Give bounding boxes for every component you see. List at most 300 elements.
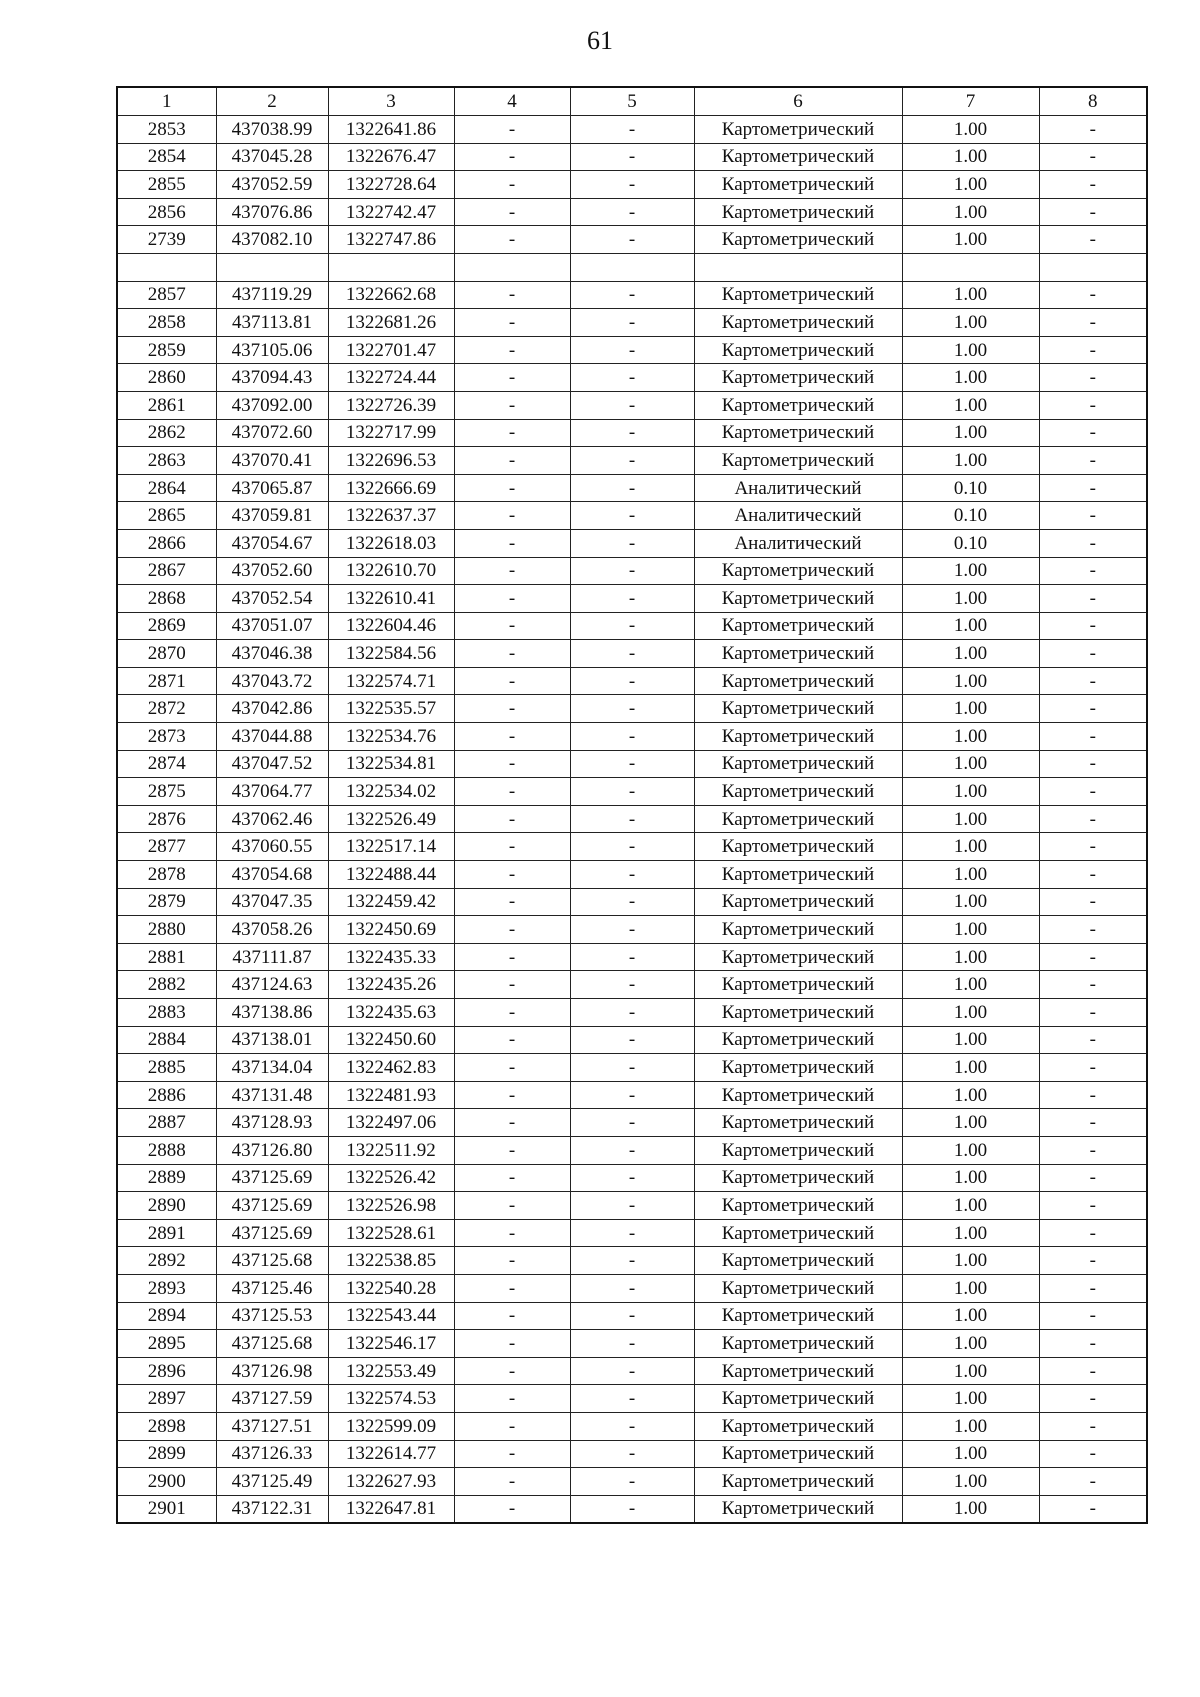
table-cell: 1322666.69 bbox=[328, 474, 454, 502]
table-row bbox=[117, 916, 1147, 944]
table-cell: 1.00 bbox=[902, 1026, 1039, 1054]
table-cell: 1.00 bbox=[902, 1081, 1039, 1109]
table-cell: 437052.54 bbox=[216, 585, 328, 613]
table-cell: - bbox=[454, 999, 570, 1027]
table-row bbox=[117, 1274, 1147, 1302]
table-cell: 437052.59 bbox=[216, 171, 328, 199]
table-cell: 437127.59 bbox=[216, 1385, 328, 1413]
table-cell: Картометрический bbox=[694, 447, 902, 475]
table-cell bbox=[117, 253, 216, 281]
table-cell: - bbox=[570, 226, 694, 254]
table-cell: - bbox=[454, 529, 570, 557]
table-cell: - bbox=[570, 805, 694, 833]
table-cell: Картометрический bbox=[694, 1054, 902, 1082]
table-row bbox=[117, 1495, 1147, 1523]
table-cell: - bbox=[454, 640, 570, 668]
table-cell: 1322488.44 bbox=[328, 861, 454, 889]
table-row bbox=[117, 1026, 1147, 1054]
table-cell: 2881 bbox=[117, 943, 216, 971]
table-cell: - bbox=[570, 1026, 694, 1054]
table-cell: - bbox=[570, 888, 694, 916]
table-cell: 2893 bbox=[117, 1274, 216, 1302]
table-cell: - bbox=[570, 419, 694, 447]
table-cell: 1.00 bbox=[902, 1440, 1039, 1468]
table-cell: - bbox=[1039, 391, 1147, 419]
table-cell: - bbox=[454, 447, 570, 475]
table-cell: 2853 bbox=[117, 116, 216, 144]
table-cell: - bbox=[454, 143, 570, 171]
table-cell: 1.00 bbox=[902, 805, 1039, 833]
table-cell: Картометрический bbox=[694, 971, 902, 999]
table-cell: 1322637.37 bbox=[328, 502, 454, 530]
table-cell: 437062.46 bbox=[216, 805, 328, 833]
table-cell: 1.00 bbox=[902, 1136, 1039, 1164]
table-cell: 1322574.71 bbox=[328, 667, 454, 695]
table-cell: 1.00 bbox=[902, 888, 1039, 916]
table-cell: 2899 bbox=[117, 1440, 216, 1468]
table-cell: - bbox=[570, 1192, 694, 1220]
table-cell: Картометрический bbox=[694, 1274, 902, 1302]
table-cell: 437113.81 bbox=[216, 309, 328, 337]
table-cell bbox=[902, 253, 1039, 281]
table-row bbox=[117, 391, 1147, 419]
table-cell: - bbox=[1039, 364, 1147, 392]
table-cell: 1.00 bbox=[902, 447, 1039, 475]
table-cell: - bbox=[570, 1247, 694, 1275]
table-cell: 437126.33 bbox=[216, 1440, 328, 1468]
table-cell: - bbox=[1039, 1247, 1147, 1275]
table-cell: - bbox=[454, 1026, 570, 1054]
table-row bbox=[117, 226, 1147, 254]
table-cell: - bbox=[1039, 143, 1147, 171]
table-cell: 1322517.14 bbox=[328, 833, 454, 861]
table-cell: Картометрический bbox=[694, 833, 902, 861]
table-cell: - bbox=[1039, 529, 1147, 557]
table-cell: - bbox=[454, 557, 570, 585]
table-cell: Картометрический bbox=[694, 1109, 902, 1137]
table-cell: 2877 bbox=[117, 833, 216, 861]
table-cell: 437125.68 bbox=[216, 1330, 328, 1358]
table-cell: 2885 bbox=[117, 1054, 216, 1082]
table-cell: 1322599.09 bbox=[328, 1412, 454, 1440]
table-cell: Картометрический bbox=[694, 1026, 902, 1054]
table-cell: 437042.86 bbox=[216, 695, 328, 723]
table-row bbox=[117, 1440, 1147, 1468]
table-cell: 2871 bbox=[117, 667, 216, 695]
table-cell: Картометрический bbox=[694, 557, 902, 585]
table-cell: 1322717.99 bbox=[328, 419, 454, 447]
table-row bbox=[117, 778, 1147, 806]
table-cell: 2867 bbox=[117, 557, 216, 585]
table-cell: - bbox=[454, 750, 570, 778]
table-cell: 437105.06 bbox=[216, 336, 328, 364]
table-cell: 2887 bbox=[117, 1109, 216, 1137]
table-cell: 2883 bbox=[117, 999, 216, 1027]
table-cell: 437125.69 bbox=[216, 1219, 328, 1247]
table-cell: 1.00 bbox=[902, 750, 1039, 778]
table-cell: 1322676.47 bbox=[328, 143, 454, 171]
table-cell: 437138.86 bbox=[216, 999, 328, 1027]
table-cell: - bbox=[1039, 419, 1147, 447]
table-cell: - bbox=[570, 116, 694, 144]
table-cell: 437126.80 bbox=[216, 1136, 328, 1164]
table-cell: 2895 bbox=[117, 1330, 216, 1358]
table-cell: Картометрический bbox=[694, 943, 902, 971]
table-cell: - bbox=[454, 971, 570, 999]
table-cell: - bbox=[570, 171, 694, 199]
table-cell: 1322435.63 bbox=[328, 999, 454, 1027]
table-cell: 1.00 bbox=[902, 281, 1039, 309]
table-cell: - bbox=[1039, 640, 1147, 668]
table-cell: Картометрический bbox=[694, 1081, 902, 1109]
table-cell: 1.00 bbox=[902, 364, 1039, 392]
table-cell: 1.00 bbox=[902, 143, 1039, 171]
table-cell: - bbox=[570, 336, 694, 364]
table-cell: Картометрический bbox=[694, 198, 902, 226]
table-cell: 1322511.92 bbox=[328, 1136, 454, 1164]
table-cell: - bbox=[454, 502, 570, 530]
column-header: 4 bbox=[454, 87, 570, 116]
table-cell: - bbox=[570, 143, 694, 171]
table-cell: 437038.99 bbox=[216, 116, 328, 144]
table-cell: - bbox=[454, 723, 570, 751]
table-cell: - bbox=[454, 1468, 570, 1496]
table-cell: 1322497.06 bbox=[328, 1109, 454, 1137]
table-cell: 437060.55 bbox=[216, 833, 328, 861]
table-cell: 2869 bbox=[117, 612, 216, 640]
table-cell: 2858 bbox=[117, 309, 216, 337]
table-cell: - bbox=[454, 336, 570, 364]
table-cell: - bbox=[1039, 1330, 1147, 1358]
table-cell: - bbox=[454, 364, 570, 392]
table-cell: - bbox=[1039, 916, 1147, 944]
table-row bbox=[117, 1136, 1147, 1164]
table-cell: 0.10 bbox=[902, 474, 1039, 502]
table-cell: Картометрический bbox=[694, 1330, 902, 1358]
table-cell: - bbox=[1039, 667, 1147, 695]
table-cell: 2872 bbox=[117, 695, 216, 723]
table-cell: - bbox=[454, 1302, 570, 1330]
table-cell: Картометрический bbox=[694, 1385, 902, 1413]
table-cell: Картометрический bbox=[694, 1468, 902, 1496]
table-row bbox=[117, 1164, 1147, 1192]
table-cell: 1322450.69 bbox=[328, 916, 454, 944]
table-cell: 2864 bbox=[117, 474, 216, 502]
table-cell: Картометрический bbox=[694, 612, 902, 640]
table-cell: 2897 bbox=[117, 1385, 216, 1413]
table-cell: - bbox=[570, 667, 694, 695]
table-cell: - bbox=[454, 916, 570, 944]
table-cell: - bbox=[454, 778, 570, 806]
table-cell: - bbox=[570, 1136, 694, 1164]
table-cell: Картометрический bbox=[694, 1302, 902, 1330]
table-row bbox=[117, 1385, 1147, 1413]
table-cell: - bbox=[1039, 805, 1147, 833]
table-cell: 1322535.57 bbox=[328, 695, 454, 723]
table-cell: 1322435.33 bbox=[328, 943, 454, 971]
table-cell: - bbox=[570, 1495, 694, 1523]
table-cell: 1322701.47 bbox=[328, 336, 454, 364]
table-cell: - bbox=[454, 391, 570, 419]
table-row bbox=[117, 943, 1147, 971]
table-cell: 2888 bbox=[117, 1136, 216, 1164]
table-cell: 1322553.49 bbox=[328, 1357, 454, 1385]
table-cell: Картометрический bbox=[694, 336, 902, 364]
table-cell: - bbox=[454, 888, 570, 916]
table-cell: Картометрический bbox=[694, 750, 902, 778]
table-row bbox=[117, 419, 1147, 447]
table-cell: - bbox=[570, 833, 694, 861]
table-cell: 437128.93 bbox=[216, 1109, 328, 1137]
table-cell: - bbox=[570, 943, 694, 971]
table-row bbox=[117, 1192, 1147, 1220]
table-cell: - bbox=[454, 1081, 570, 1109]
table-row bbox=[117, 116, 1147, 144]
table-cell: 1.00 bbox=[902, 1330, 1039, 1358]
table-cell: 1.00 bbox=[902, 1109, 1039, 1137]
table-cell: 1.00 bbox=[902, 1054, 1039, 1082]
table-cell: - bbox=[1039, 971, 1147, 999]
table-cell: 1.00 bbox=[902, 226, 1039, 254]
table-cell: 2896 bbox=[117, 1357, 216, 1385]
table-cell: 1322435.26 bbox=[328, 971, 454, 999]
table-cell: 437065.87 bbox=[216, 474, 328, 502]
table-cell: 2859 bbox=[117, 336, 216, 364]
table-cell: - bbox=[570, 1302, 694, 1330]
table-row bbox=[117, 1054, 1147, 1082]
table-cell: - bbox=[1039, 888, 1147, 916]
table-cell: 437094.43 bbox=[216, 364, 328, 392]
table-cell: Картометрический bbox=[694, 861, 902, 889]
table-cell: - bbox=[454, 1357, 570, 1385]
table-cell: - bbox=[570, 198, 694, 226]
table-cell: - bbox=[1039, 1495, 1147, 1523]
table-cell: 1322726.39 bbox=[328, 391, 454, 419]
table-cell bbox=[570, 253, 694, 281]
table-cell: 1.00 bbox=[902, 1247, 1039, 1275]
table-cell: Картометрический bbox=[694, 640, 902, 668]
table-cell: - bbox=[1039, 1440, 1147, 1468]
table-cell: - bbox=[1039, 1357, 1147, 1385]
table-cell: - bbox=[570, 723, 694, 751]
table-cell: 1322742.47 bbox=[328, 198, 454, 226]
table-cell: Аналитический bbox=[694, 474, 902, 502]
column-header: 2 bbox=[216, 87, 328, 116]
table-cell: 2876 bbox=[117, 805, 216, 833]
table-cell: 2739 bbox=[117, 226, 216, 254]
table-cell: - bbox=[454, 1219, 570, 1247]
table-cell: - bbox=[570, 1081, 694, 1109]
table-cell: - bbox=[570, 750, 694, 778]
table-cell: Картометрический bbox=[694, 419, 902, 447]
table-cell: 2886 bbox=[117, 1081, 216, 1109]
table-cell: 1322526.49 bbox=[328, 805, 454, 833]
table-cell: 1322696.53 bbox=[328, 447, 454, 475]
table-cell: 2890 bbox=[117, 1192, 216, 1220]
table-cell: 1.00 bbox=[902, 943, 1039, 971]
table-cell: - bbox=[1039, 1081, 1147, 1109]
table-cell: 1.00 bbox=[902, 640, 1039, 668]
table-cell: - bbox=[454, 943, 570, 971]
table-row bbox=[117, 1412, 1147, 1440]
table-cell: 437119.29 bbox=[216, 281, 328, 309]
table-cell: Аналитический bbox=[694, 502, 902, 530]
table-cell: Картометрический bbox=[694, 143, 902, 171]
table-cell: - bbox=[570, 916, 694, 944]
table-cell: - bbox=[570, 1440, 694, 1468]
table-cell: 1.00 bbox=[902, 999, 1039, 1027]
table-cell: - bbox=[454, 226, 570, 254]
table-cell: - bbox=[570, 1468, 694, 1496]
table-cell: 437047.52 bbox=[216, 750, 328, 778]
table-row bbox=[117, 1109, 1147, 1137]
table-cell: - bbox=[454, 1440, 570, 1468]
table-row bbox=[117, 833, 1147, 861]
table-cell: - bbox=[454, 833, 570, 861]
table-cell: 2894 bbox=[117, 1302, 216, 1330]
table-cell: - bbox=[454, 695, 570, 723]
table-cell: - bbox=[1039, 171, 1147, 199]
table-cell: 1322610.70 bbox=[328, 557, 454, 585]
table-cell: 1322534.81 bbox=[328, 750, 454, 778]
table-cell: 1.00 bbox=[902, 833, 1039, 861]
table-cell: 1322450.60 bbox=[328, 1026, 454, 1054]
table-cell: - bbox=[570, 585, 694, 613]
table-cell: 1.00 bbox=[902, 419, 1039, 447]
table-cell: - bbox=[1039, 833, 1147, 861]
table-cell bbox=[328, 253, 454, 281]
table-cell: 437082.10 bbox=[216, 226, 328, 254]
table-cell: 2882 bbox=[117, 971, 216, 999]
table-cell: 2860 bbox=[117, 364, 216, 392]
table-cell: - bbox=[570, 364, 694, 392]
table-cell: 2862 bbox=[117, 419, 216, 447]
table-cell: 2865 bbox=[117, 502, 216, 530]
table-cell: Картометрический bbox=[694, 391, 902, 419]
table-cell: - bbox=[454, 171, 570, 199]
table-cell: - bbox=[1039, 474, 1147, 502]
table-row bbox=[117, 805, 1147, 833]
table-cell: Картометрический bbox=[694, 667, 902, 695]
table-row bbox=[117, 1330, 1147, 1358]
table-cell: - bbox=[570, 695, 694, 723]
table-cell: Картометрический bbox=[694, 1247, 902, 1275]
table-cell: 1322728.64 bbox=[328, 171, 454, 199]
table-cell: 2880 bbox=[117, 916, 216, 944]
table-cell: Картометрический bbox=[694, 1440, 902, 1468]
table-cell: 437064.77 bbox=[216, 778, 328, 806]
table-row bbox=[117, 171, 1147, 199]
table-cell: 2898 bbox=[117, 1412, 216, 1440]
table-row bbox=[117, 750, 1147, 778]
table-cell: 2884 bbox=[117, 1026, 216, 1054]
table-row bbox=[117, 447, 1147, 475]
table-cell: 1.00 bbox=[902, 198, 1039, 226]
table-cell: - bbox=[1039, 309, 1147, 337]
table-cell: 1.00 bbox=[902, 695, 1039, 723]
table-cell: 1.00 bbox=[902, 1164, 1039, 1192]
table-cell: 2874 bbox=[117, 750, 216, 778]
table-cell: - bbox=[454, 1385, 570, 1413]
table-cell: 2875 bbox=[117, 778, 216, 806]
table-cell: 437125.49 bbox=[216, 1468, 328, 1496]
table-cell: Картометрический bbox=[694, 1219, 902, 1247]
table-cell: - bbox=[1039, 281, 1147, 309]
table-cell: 1.00 bbox=[902, 309, 1039, 337]
table-row bbox=[117, 1468, 1147, 1496]
table-cell: - bbox=[570, 971, 694, 999]
table-cell: - bbox=[1039, 116, 1147, 144]
table-cell: 1.00 bbox=[902, 391, 1039, 419]
table-cell: 0.10 bbox=[902, 502, 1039, 530]
table-cell: - bbox=[570, 861, 694, 889]
table-cell: - bbox=[1039, 1164, 1147, 1192]
table-cell: 1322681.26 bbox=[328, 309, 454, 337]
table-row bbox=[117, 861, 1147, 889]
table-cell: 437125.53 bbox=[216, 1302, 328, 1330]
table-cell: - bbox=[1039, 447, 1147, 475]
column-header: 8 bbox=[1039, 87, 1147, 116]
table-cell: 1.00 bbox=[902, 861, 1039, 889]
table-cell: 2866 bbox=[117, 529, 216, 557]
table-cell: 1322574.53 bbox=[328, 1385, 454, 1413]
table-cell: - bbox=[570, 1330, 694, 1358]
table-cell: - bbox=[1039, 1468, 1147, 1496]
table-cell: 1322526.42 bbox=[328, 1164, 454, 1192]
table-cell: - bbox=[454, 1412, 570, 1440]
table-cell: 2856 bbox=[117, 198, 216, 226]
table-cell: 437092.00 bbox=[216, 391, 328, 419]
table-cell: 2879 bbox=[117, 888, 216, 916]
table-cell: 437076.86 bbox=[216, 198, 328, 226]
table-cell: - bbox=[454, 1164, 570, 1192]
table-cell: 437051.07 bbox=[216, 612, 328, 640]
table-cell: - bbox=[570, 1412, 694, 1440]
table-cell: 1322641.86 bbox=[328, 116, 454, 144]
table-cell: Картометрический bbox=[694, 888, 902, 916]
table-row bbox=[117, 1081, 1147, 1109]
table-cell: - bbox=[454, 805, 570, 833]
table-cell: Картометрический bbox=[694, 585, 902, 613]
table-cell: 2868 bbox=[117, 585, 216, 613]
table-cell: 1.00 bbox=[902, 1192, 1039, 1220]
table-cell: 437044.88 bbox=[216, 723, 328, 751]
table-cell: 1322462.83 bbox=[328, 1054, 454, 1082]
table-cell: Картометрический bbox=[694, 364, 902, 392]
table-cell: 437125.46 bbox=[216, 1274, 328, 1302]
table-cell: - bbox=[454, 667, 570, 695]
column-header: 5 bbox=[570, 87, 694, 116]
table-cell: Картометрический bbox=[694, 1192, 902, 1220]
table-cell: - bbox=[1039, 585, 1147, 613]
table-cell: - bbox=[570, 640, 694, 668]
table-row bbox=[117, 198, 1147, 226]
table-row bbox=[117, 336, 1147, 364]
table-row bbox=[117, 1219, 1147, 1247]
table-cell: 1.00 bbox=[902, 116, 1039, 144]
table-cell bbox=[694, 253, 902, 281]
table-cell: - bbox=[454, 309, 570, 337]
table-cell: 1.00 bbox=[902, 171, 1039, 199]
table-cell: 437124.63 bbox=[216, 971, 328, 999]
table-cell: Картометрический bbox=[694, 723, 902, 751]
table-cell: Картометрический bbox=[694, 695, 902, 723]
table-cell: - bbox=[1039, 1219, 1147, 1247]
table-cell: - bbox=[570, 557, 694, 585]
table-cell: - bbox=[454, 281, 570, 309]
table-cell bbox=[454, 253, 570, 281]
table-row bbox=[117, 888, 1147, 916]
